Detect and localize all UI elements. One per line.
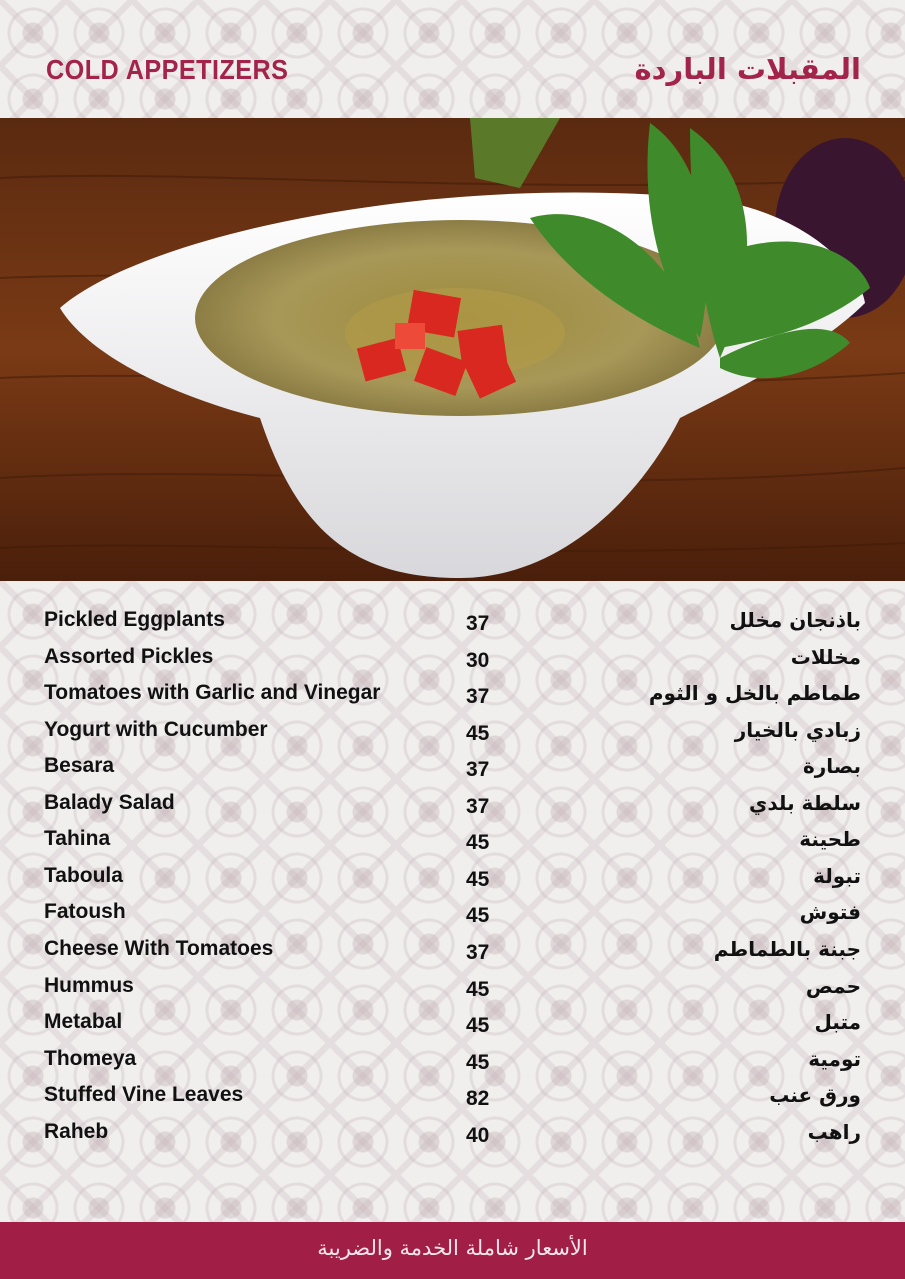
item-name-arabic: طحينة <box>799 827 861 851</box>
item-name-arabic: جبنة بالطماطم <box>713 937 861 961</box>
page-title-arabic: المقبلات الباردة <box>634 52 861 86</box>
item-name-arabic: حمص <box>805 974 861 998</box>
menu-item <box>0 1120 905 1156</box>
menu-item <box>0 791 905 827</box>
footer-note: الأسعار شاملة الخدمة والضريبة <box>317 1236 588 1260</box>
item-price: 37 <box>466 685 490 708</box>
item-name-arabic: ورق عنب <box>769 1083 861 1107</box>
menu-item <box>0 827 905 863</box>
item-price: 45 <box>466 1051 490 1074</box>
item-name-english: Hummus <box>44 974 134 997</box>
item-name-english: Assorted Pickles <box>44 645 214 668</box>
item-name-english: Tomatoes with Garlic and Vinegar <box>44 681 381 704</box>
item-name-english: Stuffed Vine Leaves <box>44 1083 244 1106</box>
menu-item <box>0 937 905 973</box>
item-price: 37 <box>466 941 490 964</box>
item-name-arabic: سلطة بلدي <box>749 791 861 815</box>
menu-item <box>0 645 905 681</box>
menu-item <box>0 681 905 717</box>
item-name-arabic: باذنجان مخلل <box>729 608 861 632</box>
menu-item <box>0 1047 905 1083</box>
page-header <box>0 0 905 118</box>
item-name-english: Raheb <box>44 1120 109 1143</box>
item-name-arabic: متبل <box>814 1010 861 1034</box>
item-price: 45 <box>466 868 490 891</box>
item-name-english: Balady Salad <box>44 791 175 814</box>
item-name-arabic: بصارة <box>802 754 861 778</box>
item-price: 30 <box>466 649 490 672</box>
item-name-arabic: تومية <box>808 1047 861 1071</box>
item-price: 82 <box>466 1087 490 1110</box>
dish-photo-illustration <box>0 118 905 581</box>
menu-item <box>0 974 905 1010</box>
item-price: 40 <box>466 1124 490 1147</box>
item-name-arabic: تبولة <box>813 864 861 888</box>
item-name-english: Fatoush <box>44 900 126 923</box>
dish-photo <box>0 118 905 581</box>
menu-item <box>0 754 905 790</box>
item-name-english: Metabal <box>44 1010 123 1033</box>
item-price: 37 <box>466 758 490 781</box>
menu-list <box>0 581 905 1222</box>
item-name-english: Tahina <box>44 827 111 850</box>
menu-item <box>0 1010 905 1046</box>
item-name-english: Taboula <box>44 864 123 887</box>
item-name-arabic: طماطم بالخل و الثوم <box>648 681 861 705</box>
item-name-arabic: مخللات <box>790 645 861 669</box>
menu-item <box>0 608 905 644</box>
page-title-english: COLD APPETIZERS <box>46 54 289 85</box>
item-price: 45 <box>466 978 490 1001</box>
menu-item <box>0 864 905 900</box>
item-name-arabic: فتوش <box>799 900 861 924</box>
item-name-english: Cheese With Tomatoes <box>44 937 274 960</box>
menu-item <box>0 718 905 754</box>
item-name-english: Yogurt with Cucumber <box>44 718 268 741</box>
item-price: 45 <box>466 831 490 854</box>
item-name-arabic: زبادي بالخيار <box>734 718 861 742</box>
item-price: 37 <box>466 612 490 635</box>
item-name-english: Besara <box>44 754 115 777</box>
item-price: 45 <box>466 1014 490 1037</box>
item-name-english: Pickled Eggplants <box>44 608 225 631</box>
item-name-arabic: راهب <box>807 1120 861 1144</box>
item-price: 45 <box>466 904 490 927</box>
footer-bar <box>0 1222 905 1279</box>
item-price: 45 <box>466 722 490 745</box>
menu-item <box>0 1083 905 1119</box>
item-name-english: Thomeya <box>44 1047 137 1070</box>
item-price: 37 <box>466 795 490 818</box>
menu-item <box>0 900 905 936</box>
